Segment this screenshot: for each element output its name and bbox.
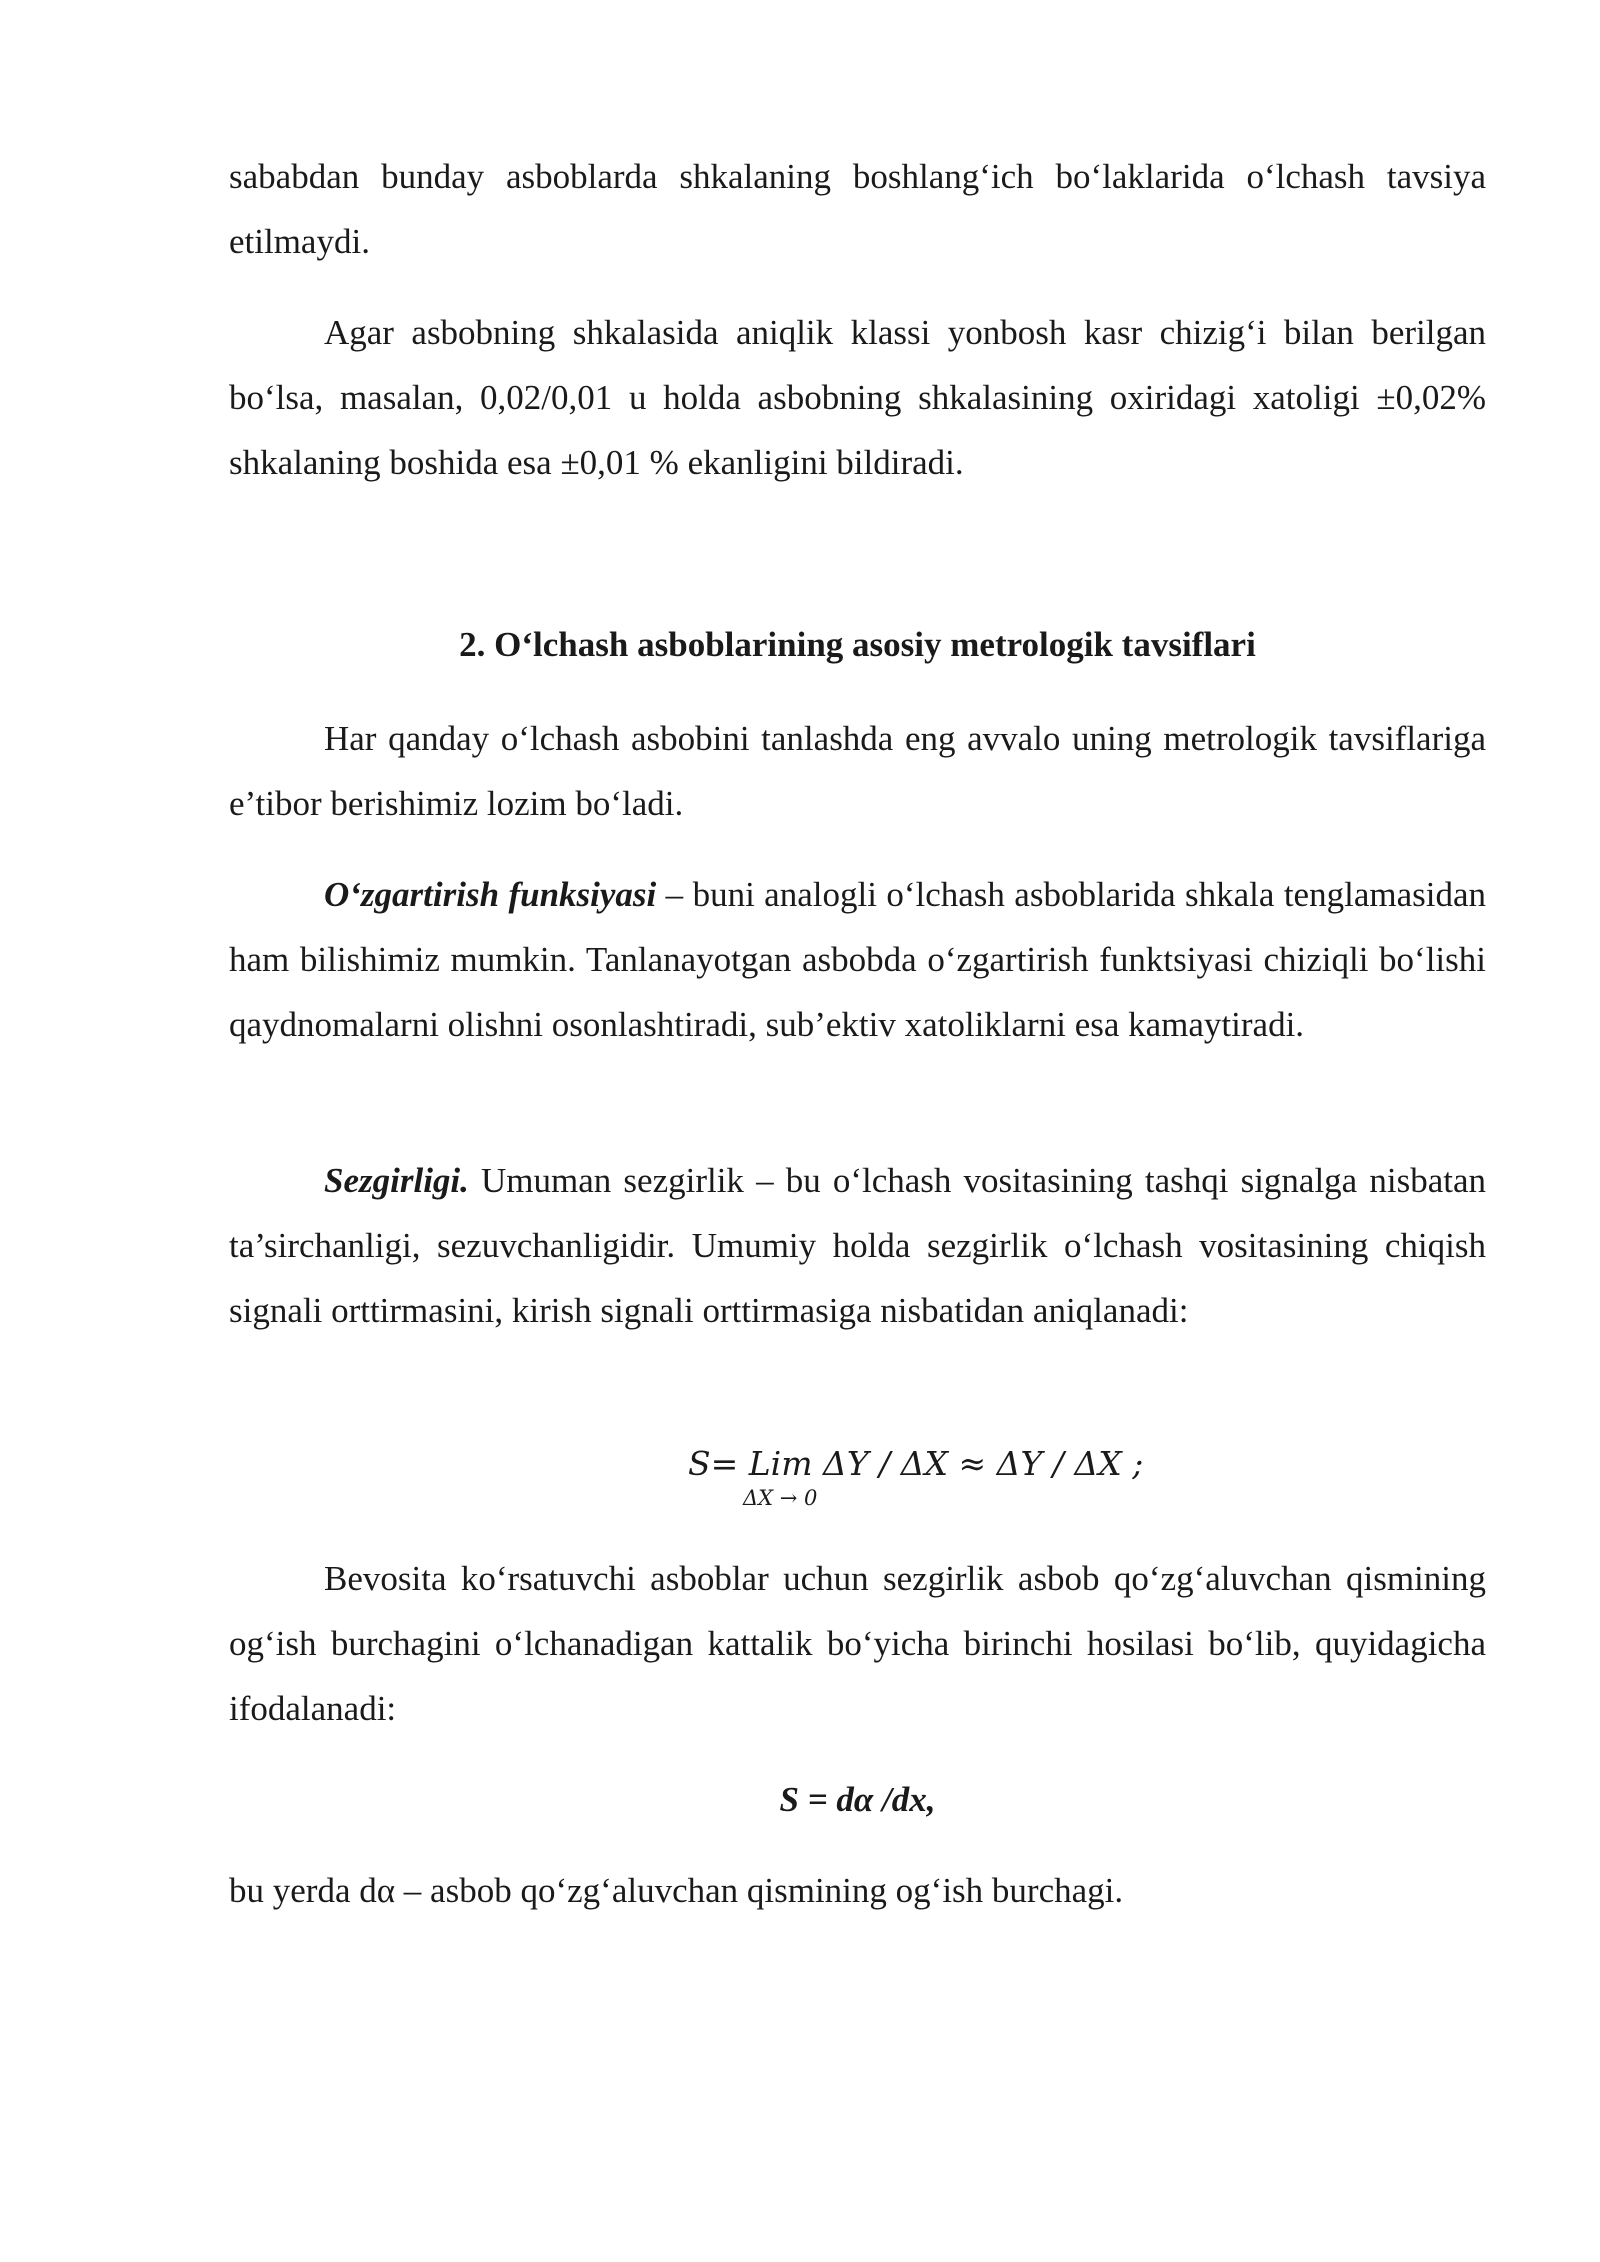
paragraph-direct-instruments: Bevosita ko‘rsatuvchi asboblar uchun sezgirlik asbob qo‘zg‘aluvchan qismining og‘ish burchagini o‘lchanadigan kattalik bo‘yicha birinchi hosilasi bo‘lib, quyidagicha ifodalanadi: — [229, 1559, 1486, 1728]
paragraph-intro: Har qanday o‘lchash asbobini tanlashda eng avvalo uning metrologik tavsiflariga e’tibor berishimiz lozim bo‘ladi. — [229, 719, 1486, 823]
paragraph-continuation: sababdan bunday asboblarda shkalaning boshlang‘ich bo‘laklarida o‘lchash tavsiya etilmaydi. — [229, 157, 1486, 261]
paragraph-definition: bu yerda dα – asbob qo‘zg‘aluvchan qismining og‘ish burchagi. — [229, 1871, 1124, 1910]
formula-limit-subscript: ΔX → 0 — [743, 1486, 818, 1510]
paragraph-accuracy-class: Agar asbobning shkalasida aniqlik klassi yonbosh kasr chizig‘i bilan berilgan bo‘lsa, masalan, 0,02/0,01 u holda asbobning shkalasining oxiridagi xatoligi ±0,02% shkalaning boshida esa ±0,01 % ekanligini bildiradi. — [229, 313, 1486, 482]
paragraph-transfer-function — [229, 862, 1486, 1057]
formula-sensitivity-limit: S= Lim ΔY / ΔX ≈ ΔY / ΔX ; — [688, 1444, 1144, 1483]
paragraph-sensitivity — [229, 1148, 1486, 1343]
paragraph-sensitivity-body: Umuman sezgirlik – bu o‘lchash vositasining tashqi signalga nisbatan ta’sirchanligi, sezuvchanligidir. Umumiy holda sezgirlik o‘lchash vositasining chiqish signali orttirmasini, kirish signali orttirmasiga nisbatidan aniqlanadi: — [229, 1161, 1486, 1330]
section-heading: 2. O‘lchash asboblarining asosiy metrologik tavsiflari — [459, 625, 1256, 664]
term-transfer-function: O‘zgartirish funksiyasi — [324, 875, 657, 914]
formula-derivative: S = dα /dx, — [779, 1780, 936, 1819]
paragraph-transfer-function-body: – buni analogli o‘lchash asboblarida shkala tenglamasidan ham bilishimiz mumkin. Tanlanayotgan asbobda o‘zgartirish funktsiyasi chiziqli bo‘lishi qaydnomalarni olishni osonlashtiradi, sub’ektiv xatoliklarni esa kamaytiradi. — [229, 875, 1486, 1044]
term-sensitivity: Sezgirligi. — [324, 1161, 469, 1200]
